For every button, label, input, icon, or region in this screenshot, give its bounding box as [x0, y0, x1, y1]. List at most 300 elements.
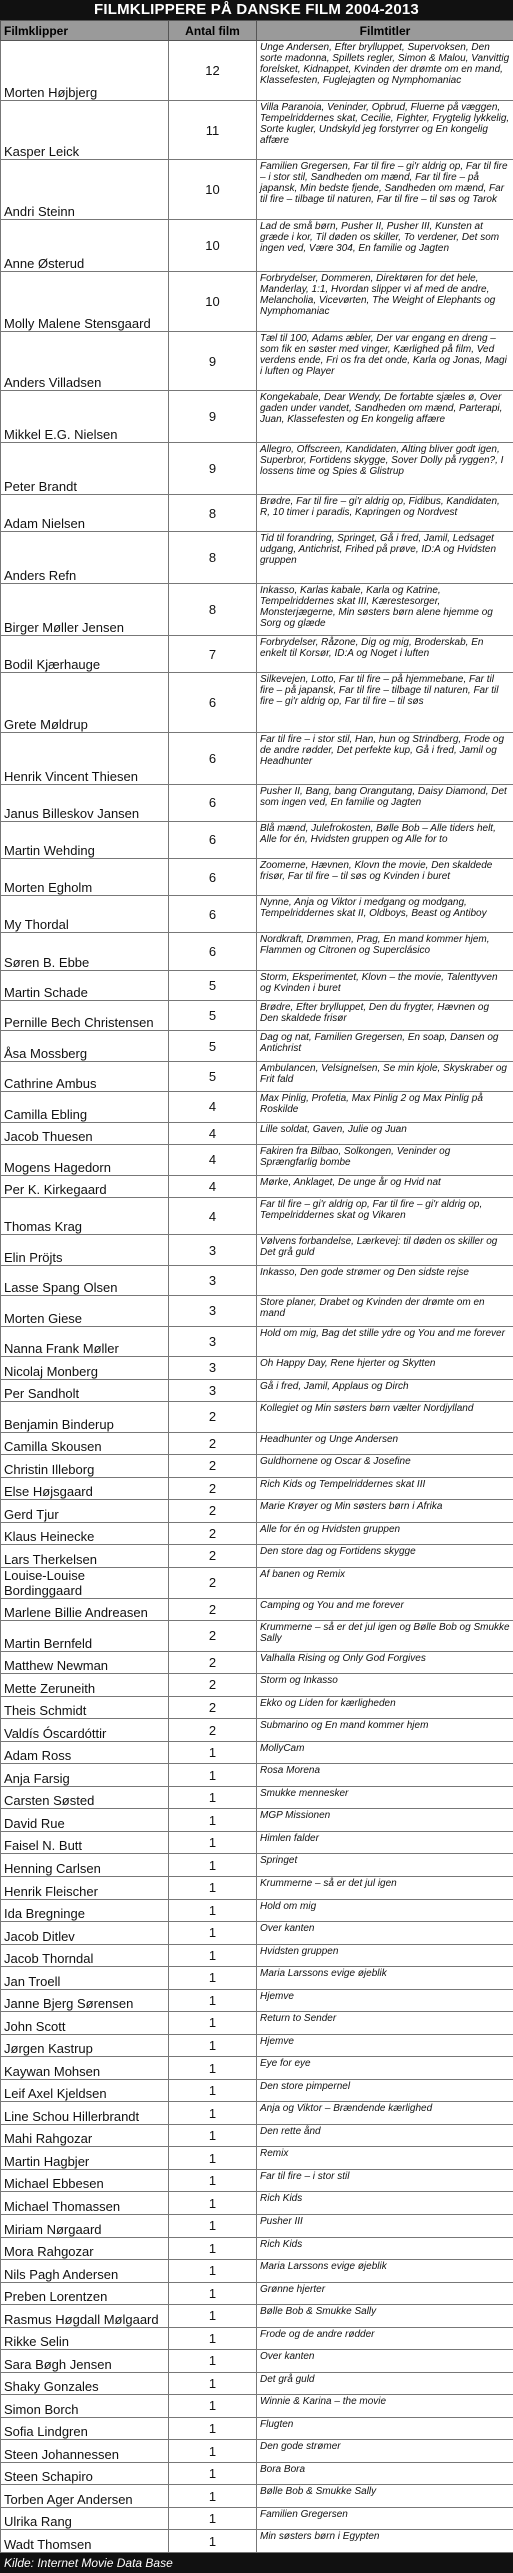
film-count: 4 [169, 1175, 257, 1198]
film-titles: Hjemve [257, 2034, 513, 2057]
editor-name: Mogens Hagedorn [1, 1145, 169, 1175]
table-row [1, 2440, 513, 2463]
editor-name: Mahi Rahgozar [1, 2124, 169, 2147]
film-count: 1 [169, 1877, 257, 1900]
table-row [1, 2395, 513, 2418]
table-row [1, 2260, 513, 2283]
film-titles: MGP Missionen [257, 1809, 513, 1832]
page-title: FILMKLIPPERE PÅ DANSKE FILM 2004-2013 [0, 0, 513, 20]
table-row [1, 1500, 513, 1523]
editor-name: Janne Bjerg Sørensen [1, 1989, 169, 2012]
editor-name: Steen Johannessen [1, 2440, 169, 2463]
film-titles: Springet [257, 1854, 513, 1877]
editor-name: Mette Zeruneith [1, 1674, 169, 1697]
film-count: 4 [169, 1198, 257, 1235]
table-row [1, 1455, 513, 1478]
editor-name: Per K. Kirkegaard [1, 1175, 169, 1198]
film-titles: Marie Krøyer og Min søsters børn i Afrika [257, 1500, 513, 1523]
table-row [1, 2214, 513, 2237]
table-row [1, 2305, 513, 2328]
film-titles: Maria Larssons evige øjeblik [257, 1967, 513, 1990]
film-titles: Anja og Viktor – Brændende kærlighed [257, 2102, 513, 2125]
column-header-count: Antal film [169, 21, 257, 41]
film-count: 6 [169, 896, 257, 933]
film-titles: Far til fire – i stor stil [257, 2169, 513, 2192]
film-titles: Grønne hjerter [257, 2282, 513, 2305]
editor-name: Michael Thomassen [1, 2192, 169, 2215]
film-count: 8 [169, 495, 257, 532]
film-titles: Return to Sender [257, 2012, 513, 2035]
table-row [1, 1235, 513, 1265]
editor-name: Jacob Thorndal [1, 1944, 169, 1967]
table-row [1, 41, 513, 101]
editor-name: Benjamin Binderup [1, 1402, 169, 1432]
film-count: 1 [169, 1922, 257, 1945]
table-row [1, 2327, 513, 2350]
editor-name: Steen Schapiro [1, 2462, 169, 2485]
film-count: 1 [169, 2462, 257, 2485]
editor-name: Henrik Vincent Thiesen [1, 732, 169, 784]
film-count: 1 [169, 2012, 257, 2035]
table-row [1, 1854, 513, 1877]
film-count: 2 [169, 1567, 257, 1598]
film-count: 1 [169, 1967, 257, 1990]
film-titles: Bølle Bob & Smukke Sally [257, 2305, 513, 2328]
film-count: 1 [169, 2282, 257, 2305]
film-titles: Familien Gregersen, Far til fire – gi'r aldrig op, Far til fire – i stor stil, Sandheden om mænd, Far til fire – på japansk, Min bedste fjende, Sandheden om mænd, Far til fire – tilbage til naturen, Far til fire – til søs og Tarok [257, 160, 513, 220]
table-row [1, 1432, 513, 1455]
editor-name: Elin Pröjts [1, 1235, 169, 1265]
film-titles: Mørke, Anklaget, De unge år og Hvid nat [257, 1175, 513, 1198]
table-row [1, 732, 513, 784]
film-titles: Far til fire – i stor stil, Han, hun og Strindberg, Frode og de andre rødder, Det perfekte kup, Gå i fred, Jamil og Headhunter [257, 732, 513, 784]
film-count: 2 [169, 1455, 257, 1478]
film-count: 5 [169, 1001, 257, 1031]
film-count: 1 [169, 2372, 257, 2395]
film-titles: Smukke mennesker [257, 1786, 513, 1809]
table-row [1, 2169, 513, 2192]
table-row [1, 1061, 513, 1091]
film-count: 2 [169, 1621, 257, 1651]
editor-name: Valdís Óscardóttir [1, 1719, 169, 1742]
editor-name: Anja Farsig [1, 1764, 169, 1787]
editor-name: Leif Axel Kjeldsen [1, 2079, 169, 2102]
table-row [1, 2012, 513, 2035]
film-titles: Krummerne – så er det jul igen [257, 1877, 513, 1900]
film-titles: Dag og nat, Familien Gregersen, En soap, Dansen og Antichrist [257, 1031, 513, 1061]
table-row [1, 635, 513, 672]
editor-name: Line Schou Hillerbrandt [1, 2102, 169, 2125]
film-count: 9 [169, 391, 257, 443]
film-titles: Alle for én og Hvidsten gruppen [257, 1522, 513, 1545]
table-row [1, 2282, 513, 2305]
film-count: 2 [169, 1500, 257, 1523]
film-titles: Zoomerne, Hævnen, Klovn the movie, Den skaldede frisør, Far til fire – til søs og Kvinden i buret [257, 859, 513, 896]
table-row [1, 1477, 513, 1500]
table-row [1, 1944, 513, 1967]
film-count: 1 [169, 2124, 257, 2147]
table-row [1, 1402, 513, 1432]
table-row [1, 1831, 513, 1854]
table-row [1, 331, 513, 391]
table-row [1, 896, 513, 933]
editor-name: Bodil Kjærhauge [1, 635, 169, 672]
editor-name: Pernille Bech Christensen [1, 1001, 169, 1031]
editor-name: Michael Ebbesen [1, 2169, 169, 2192]
table-row [1, 673, 513, 733]
editor-name: Simon Borch [1, 2395, 169, 2418]
film-titles: Frode og de andre rødder [257, 2327, 513, 2350]
film-count: 3 [169, 1235, 257, 1265]
film-titles: Inkasso, Karlas kabale, Karla og Katrine, Tempelriddernes skat III, Kærestesorger, Monsterjægerne, Min søsters børn alene hjemme og Sorg og glæde [257, 584, 513, 636]
film-count: 3 [169, 1379, 257, 1402]
editor-name: Else Højsgaard [1, 1477, 169, 1500]
film-titles: Maria Larssons evige øjeblik [257, 2260, 513, 2283]
film-titles: Camping og You and me forever [257, 1598, 513, 1621]
table-row [1, 100, 513, 160]
film-count: 4 [169, 1145, 257, 1175]
table-row [1, 443, 513, 495]
table-row [1, 933, 513, 970]
film-titles: Pusher II, Bang, bang Orangutang, Daisy Diamond, Det som ingen ved, En familie og Jagten [257, 784, 513, 821]
editor-name: Matthew Newman [1, 1651, 169, 1674]
editor-name: Kaywan Mohsen [1, 2057, 169, 2080]
editor-name: Birger Møller Jensen [1, 584, 169, 636]
editor-name: Henrik Fleischer [1, 1877, 169, 1900]
editor-name: Mikkel E.G. Nielsen [1, 391, 169, 443]
editor-name: Rikke Selin [1, 2327, 169, 2350]
editors-table [0, 20, 513, 2553]
editor-name: Nils Pagh Andersen [1, 2260, 169, 2283]
table-row [1, 1741, 513, 1764]
film-count: 4 [169, 1122, 257, 1145]
film-count: 1 [169, 1809, 257, 1832]
film-count: 1 [169, 2260, 257, 2283]
editor-name: Adam Ross [1, 1741, 169, 1764]
editor-name: Jacob Ditlev [1, 1922, 169, 1945]
film-titles: Villa Paranoia, Veninder, Opbrud, Fluerne på væggen, Tempelriddernes skat, Cecilie, Fighter, Frygtelig lykkelig, Sorte kugler, Undskyld jeg forstyrrer og En kongelig affære [257, 100, 513, 160]
film-titles: Brødre, Efter brylluppet, Den du frygter, Hævnen og Den skaldede frisør [257, 1001, 513, 1031]
film-count: 1 [169, 1989, 257, 2012]
film-count: 1 [169, 2417, 257, 2440]
table-row [1, 1598, 513, 1621]
film-titles: Himlen falder [257, 1831, 513, 1854]
film-count: 8 [169, 584, 257, 636]
film-titles: Af banen og Remix [257, 1567, 513, 1598]
film-titles: Rosa Morena [257, 1764, 513, 1787]
film-titles: Tæl til 100, Adams æbler, Der var engang en dreng – som fik en søster med vinger, Kærlighed på film, Ved verdens ende, Fri os fra det onde, Karla og Jonas, Magi i luften og Player [257, 331, 513, 391]
film-count: 1 [169, 2057, 257, 2080]
column-header-editor: Filmklipper [1, 21, 169, 41]
editor-name: Camilla Skousen [1, 1432, 169, 1455]
film-count: 5 [169, 970, 257, 1000]
editor-name: Per Sandholt [1, 1379, 169, 1402]
table-row [1, 1651, 513, 1674]
film-count: 11 [169, 100, 257, 160]
film-count: 12 [169, 41, 257, 101]
film-count: 1 [169, 1854, 257, 1877]
table-row [1, 859, 513, 896]
film-titles: Flugten [257, 2417, 513, 2440]
film-titles: Den store dag og Fortidens skygge [257, 1545, 513, 1568]
table-row [1, 2372, 513, 2395]
film-titles: Kongekabale, Dear Wendy, De fortabte sjæles ø, Over gaden under vandet, Sandheden om mænd, Parterapi, Juan, Klassefesten og En kongelig affære [257, 391, 513, 443]
editor-name: Nanna Frank Møller [1, 1326, 169, 1356]
film-count: 1 [169, 1944, 257, 1967]
editor-name: Rasmus Høgdall Mølgaard [1, 2305, 169, 2328]
table-row [1, 2417, 513, 2440]
film-titles: Blå mænd, Julefrokosten, Bølle Bob – Alle tiders helt, Alle for én, Hvidsten gruppen og Alle for to [257, 821, 513, 858]
film-titles: Storm, Eksperimentet, Klovn – the movie, Talenttyven og Kvinden i buret [257, 970, 513, 1000]
film-titles: Krummerne – så er det jul igen og Bølle Bob og Smukke Sally [257, 1621, 513, 1651]
film-titles: Familien Gregersen [257, 2507, 513, 2530]
film-count: 9 [169, 331, 257, 391]
editor-name: Anne Østerud [1, 220, 169, 272]
table-row [1, 1621, 513, 1651]
film-titles: Pusher III [257, 2214, 513, 2237]
film-titles: Far til fire – gi'r aldrig op, Far til fire – gi'r aldrig op, Tempelriddernes skat og Vikaren [257, 1198, 513, 1235]
table-row [1, 2462, 513, 2485]
film-count: 4 [169, 1092, 257, 1122]
table-row [1, 2124, 513, 2147]
editor-name: Anders Villadsen [1, 331, 169, 391]
film-titles: Rich Kids [257, 2192, 513, 2215]
film-titles: Storm og Inkasso [257, 1674, 513, 1697]
film-count: 1 [169, 2169, 257, 2192]
editor-name: Molly Malene Stensgaard [1, 271, 169, 331]
table-row [1, 1764, 513, 1787]
film-count: 2 [169, 1522, 257, 1545]
editor-name: Miriam Nørgaard [1, 2214, 169, 2237]
film-titles: Hold om mig [257, 1899, 513, 1922]
film-titles: Eye for eye [257, 2057, 513, 2080]
film-titles: Submarino og En mand kommer hjem [257, 1719, 513, 1742]
film-titles: Hold om mig, Bag det stille ydre og You and me forever [257, 1326, 513, 1356]
film-count: 2 [169, 1598, 257, 1621]
film-count: 1 [169, 1899, 257, 1922]
table-row [1, 2530, 513, 2553]
table-row [1, 1922, 513, 1945]
table-header-row [1, 21, 513, 41]
film-count: 6 [169, 933, 257, 970]
film-titles: Winnie & Karina – the movie [257, 2395, 513, 2418]
table-body [1, 41, 513, 2553]
film-count: 6 [169, 859, 257, 896]
film-titles: Gå i fred, Jamil, Applaus og Dirch [257, 1379, 513, 1402]
editor-name: Shaky Gonzales [1, 2372, 169, 2395]
table-row [1, 271, 513, 331]
film-titles: Bora Bora [257, 2462, 513, 2485]
editor-name: Wadt Thomsen [1, 2530, 169, 2553]
film-titles: Headhunter og Unge Andersen [257, 1432, 513, 1455]
film-count: 1 [169, 2327, 257, 2350]
editor-name: Cathrine Ambus [1, 1061, 169, 1091]
editor-name: Lasse Spang Olsen [1, 1265, 169, 1295]
film-titles: Store planer, Drabet og Kvinden der drømte om en mand [257, 1296, 513, 1326]
editor-name: Grete Møldrup [1, 673, 169, 733]
film-titles: Hjemve [257, 1989, 513, 2012]
column-header-titles: Filmtitler [257, 21, 513, 41]
editor-name: Martin Wehding [1, 821, 169, 858]
table-row [1, 1122, 513, 1145]
editor-name: Martin Bernfeld [1, 1621, 169, 1651]
source-note: Kilde: Internet Movie Data Base [0, 2553, 513, 2573]
editor-name: Kasper Leick [1, 100, 169, 160]
film-count: 1 [169, 1831, 257, 1854]
table-row [1, 1567, 513, 1598]
editor-name: Carsten Søsted [1, 1786, 169, 1809]
film-titles: Det grå guld [257, 2372, 513, 2395]
film-titles: Den store pimpernel [257, 2079, 513, 2102]
film-count: 1 [169, 2237, 257, 2260]
table-row [1, 2237, 513, 2260]
editor-name: John Scott [1, 2012, 169, 2035]
film-count: 2 [169, 1696, 257, 1719]
editor-name: Jacob Thuesen [1, 1122, 169, 1145]
table-row [1, 1357, 513, 1380]
table-row [1, 1696, 513, 1719]
table-row [1, 1786, 513, 1809]
film-count: 1 [169, 2147, 257, 2170]
film-count: 1 [169, 1764, 257, 1787]
film-titles: Min søsters børn i Egypten [257, 2530, 513, 2553]
film-titles: Ekko og Liden for kærligheden [257, 1696, 513, 1719]
table-row [1, 1265, 513, 1295]
editor-name: Mora Rahgozar [1, 2237, 169, 2260]
film-count: 1 [169, 1786, 257, 1809]
film-count: 3 [169, 1357, 257, 1380]
editor-name: Theis Schmidt [1, 1696, 169, 1719]
film-count: 1 [169, 1741, 257, 1764]
editor-name: Camilla Ebling [1, 1092, 169, 1122]
film-count: 10 [169, 220, 257, 272]
film-count: 1 [169, 2102, 257, 2125]
film-count: 10 [169, 271, 257, 331]
editor-name: David Rue [1, 1809, 169, 1832]
film-titles: Ambulancen, Velsignelsen, Se min kjole, Skyskraber og Frit fald [257, 1061, 513, 1091]
editor-name: Sofia Lindgren [1, 2417, 169, 2440]
table-row [1, 584, 513, 636]
film-count: 1 [169, 2530, 257, 2553]
table-row [1, 1001, 513, 1031]
film-titles: Hvidsten gruppen [257, 1944, 513, 1967]
editor-name: Janus Billeskov Jansen [1, 784, 169, 821]
editor-name: Torben Ager Andersen [1, 2485, 169, 2508]
film-titles: Lad de små børn, Pusher II, Pusher III, Kunsten at græde i kor, Til døden os skiller, To verdener, Det som ingen ved, Være 304, En familie og Jagten [257, 220, 513, 272]
film-count: 3 [169, 1326, 257, 1356]
editor-name: Adam Nielsen [1, 495, 169, 532]
film-titles: Rich Kids og Tempelriddernes skat III [257, 1477, 513, 1500]
film-titles: MollyCam [257, 1741, 513, 1764]
film-titles: Fakiren fra Bilbao, Solkongen, Veninder og Sprængfarlig bombe [257, 1145, 513, 1175]
film-count: 6 [169, 673, 257, 733]
editor-name: Søren B. Ebbe [1, 933, 169, 970]
table-row [1, 2192, 513, 2215]
table-row [1, 1967, 513, 1990]
film-titles: Tid til forandring, Springet, Gå i fred, Jamil, Ledsaget udgang, Antichrist, Frihed på prøve, ID:A og Hvidsten gruppen [257, 532, 513, 584]
film-count: 3 [169, 1265, 257, 1295]
film-titles: Rich Kids [257, 2237, 513, 2260]
film-titles: Inkasso, Den gode strømer og Den sidste rejse [257, 1265, 513, 1295]
film-count: 1 [169, 2214, 257, 2237]
table-row [1, 1198, 513, 1235]
film-count: 9 [169, 443, 257, 495]
editor-name: Peter Brandt [1, 443, 169, 495]
table-row [1, 1326, 513, 1356]
editor-name: Marlene Billie Andreasen [1, 1598, 169, 1621]
table-row [1, 2079, 513, 2102]
film-titles: Forbrydelser, Råzone, Dig og mig, Broderskab, En enkelt til Korsør, ID:A og Noget i luften [257, 635, 513, 672]
film-count: 7 [169, 635, 257, 672]
table-row [1, 1809, 513, 1832]
editor-name: Faisel N. Butt [1, 1831, 169, 1854]
film-titles: Remix [257, 2147, 513, 2170]
table-row [1, 532, 513, 584]
film-titles: Guldhornene og Oscar & Josefine [257, 1455, 513, 1478]
film-titles: Silkevejen, Lotto, Far til fire – på hjemmebane, Far til fire – på japansk, Far til fire – tilbage til naturen, Far til fire – gi'r aldrig op, Far til fire – til søs [257, 673, 513, 733]
editor-name: Lars Therkelsen [1, 1545, 169, 1568]
film-titles: Oh Happy Day, Rene hjerter og Skytten [257, 1357, 513, 1380]
table-row [1, 2057, 513, 2080]
film-count: 2 [169, 1402, 257, 1432]
table-row [1, 1719, 513, 1742]
editor-name: Morten Giese [1, 1296, 169, 1326]
film-titles: Over kanten [257, 1922, 513, 1945]
editor-name: Nicolaj Monberg [1, 1357, 169, 1380]
editor-name: My Thordal [1, 896, 169, 933]
table-row [1, 1877, 513, 1900]
film-count: 6 [169, 821, 257, 858]
table-row [1, 970, 513, 1000]
film-count: 2 [169, 1545, 257, 1568]
table-row [1, 1379, 513, 1402]
film-count: 2 [169, 1719, 257, 1742]
table-row [1, 2102, 513, 2125]
table-row [1, 1031, 513, 1061]
film-titles: Vølvens forbandelse, Lærkevej: til døden os skiller og Det grå guld [257, 1235, 513, 1265]
film-titles: Forbrydelser, Dommeren, Direktøren for det hele, Manderlay, 1:1, Hvordan slipper vi af med de andre, Melancholia, Vicevørten, The Weight of Elephants og Nymphomaniac [257, 271, 513, 331]
editor-name: Åsa Mossberg [1, 1031, 169, 1061]
editor-name: Anders Refn [1, 532, 169, 584]
table-row [1, 1296, 513, 1326]
film-count: 6 [169, 784, 257, 821]
editor-name: Christin Illeborg [1, 1455, 169, 1478]
film-count: 2 [169, 1651, 257, 1674]
table-row [1, 1522, 513, 1545]
film-count: 1 [169, 2350, 257, 2373]
film-titles: Unge Andersen, Efter brylluppet, Supervoksen, Den sorte madonna, Spillets regler, Simon & Malou, Vanvittig forelsket, Kidnappet, Kvinden der drømte om en mand, Klassefesten, Fuglejagten og Nymphomaniac [257, 41, 513, 101]
table-row [1, 160, 513, 220]
film-count: 1 [169, 2034, 257, 2057]
table-row [1, 1092, 513, 1122]
table-row [1, 1674, 513, 1697]
table-row [1, 784, 513, 821]
film-titles: Kollegiet og Min søsters børn vælter Nordjylland [257, 1402, 513, 1432]
film-titles: Valhalla Rising og Only God Forgives [257, 1651, 513, 1674]
editor-name: Gerd Tjur [1, 1500, 169, 1523]
film-count: 5 [169, 1061, 257, 1091]
editor-name: Andri Steinn [1, 160, 169, 220]
film-count: 2 [169, 1674, 257, 1697]
film-count: 10 [169, 160, 257, 220]
film-titles: Lille soldat, Gaven, Julie og Juan [257, 1122, 513, 1145]
table-row [1, 391, 513, 443]
table-row [1, 1145, 513, 1175]
table-row [1, 821, 513, 858]
table-row [1, 1545, 513, 1568]
film-count: 1 [169, 2440, 257, 2463]
editor-name: Thomas Krag [1, 1198, 169, 1235]
